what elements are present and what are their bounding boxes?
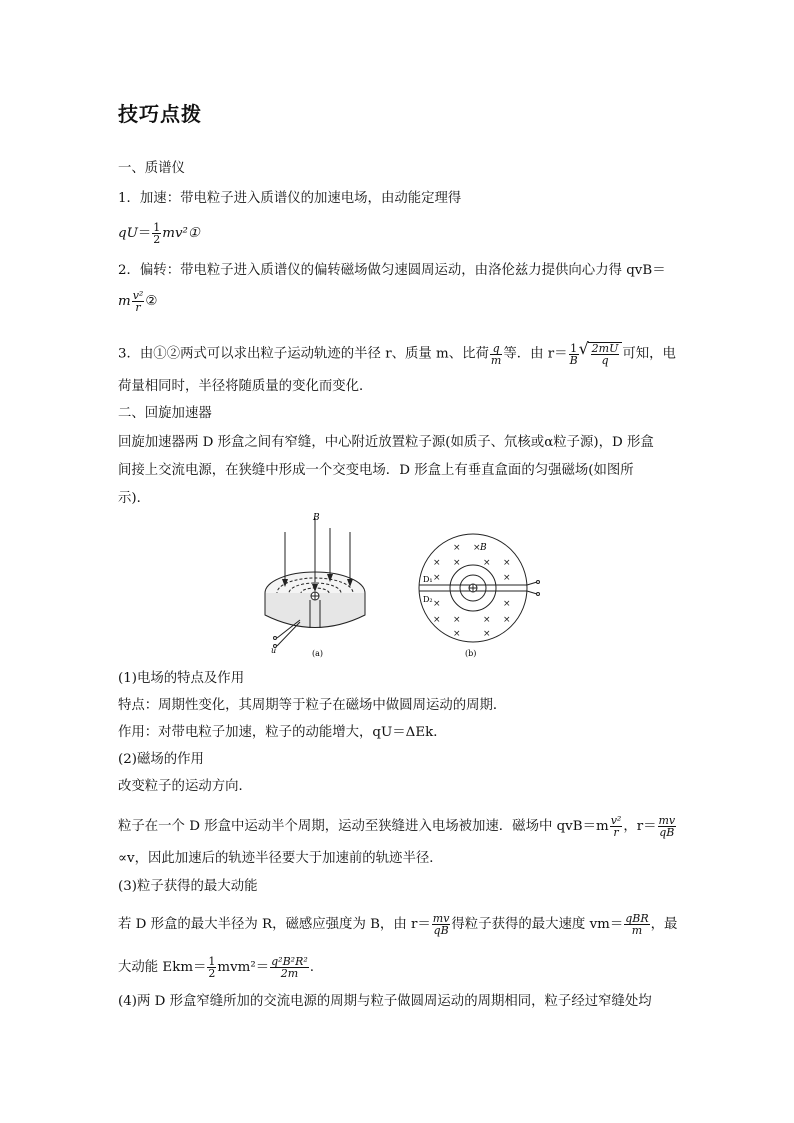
ratio-fraction: $\frac{q}{m}$ <box>490 341 502 367</box>
svg-text:×: × <box>453 543 461 553</box>
figure-b-caption: (b) <box>465 649 477 658</box>
voltage-u-label: u <box>271 646 277 655</box>
cyclotron-figure <box>255 510 545 665</box>
field-B-label-a: B <box>313 513 320 523</box>
equation-2 <box>118 290 157 313</box>
cyclotron-diagram <box>255 510 545 665</box>
magnetic-field-text: 改变粒子的运动方向． <box>118 779 252 794</box>
eq1-left: qU <box>118 226 138 241</box>
eq1-right: mv²① <box>162 226 200 241</box>
svg-text:×: × <box>503 599 511 609</box>
svg-text:×: × <box>483 629 491 639</box>
sqrt-expression: √ $\frac{2mU}{q}$ <box>588 342 623 366</box>
svg-text:×: × <box>453 629 461 639</box>
electric-field-feature: 特点：周期性变化，其周期等于粒子在磁场中做圆周运动的周期． <box>118 698 507 713</box>
figure-a-caption: (a) <box>312 649 324 658</box>
svg-text:×: × <box>453 615 461 625</box>
svg-text:×: × <box>483 558 491 568</box>
D2-label: D₂ <box>423 595 433 604</box>
paragraph-radius: 3．由①②两式可以求出粒子运动轨迹的半径 r、质量 m、比荷 $\frac{q}{m}$ 等．由 r＝ $\frac{1}{B}$ √ $\frac{2mU}{q}$ 可知，电 <box>118 342 676 366</box>
heading-electric-field: (1)电场的特点及作用 <box>118 671 245 686</box>
section-heading-mass-spectrometer: 一、质谱仪 <box>118 161 185 176</box>
magnetic-field-detail-2: ∝v，因此加速后的轨迹半径要大于加速前的轨迹半径． <box>118 851 443 866</box>
svg-text:×: × <box>433 599 441 609</box>
svg-text:×: × <box>453 558 461 568</box>
paragraph-cyclotron-2: 间接上交流电源，在狭缝中形成一个交变电场．D 形盒上有垂直盒面的匀强磁场(如图所 <box>118 463 634 478</box>
paragraph-deflection: 2．偏转：带电粒子进入质谱仪的偏转磁场做匀速圆周运动，由洛伦兹力提供向心力得 qvB＝ <box>118 263 666 278</box>
max-energy-line-1: 若 D 形盒的最大半径为 R，磁感应强度为 B，由 r＝ $\frac{mv}{qB}$ 得粒子获得的最大速度 vm＝ $\frac{\text{qBR}}{m}$ ，最 <box>118 912 678 937</box>
heading-max-kinetic-energy: (3)粒子获得的最大动能 <box>118 879 258 894</box>
svg-text:×: × <box>433 615 441 625</box>
section-heading-cyclotron: 二、回旋加速器 <box>118 406 212 421</box>
paragraph-cyclotron-1: 回旋加速器两 D 形盒之间有窄缝，中心附近放置粒子源(如质子、氘核或α粒子源)，D 形盒 <box>118 435 654 450</box>
ac-period-text: (4)两 D 形盒窄缝所加的交流电源的周期与粒子做圆周运动的周期相同，粒子经过窄缝处均 <box>118 994 652 1009</box>
paragraph-acceleration: 1．加速：带电粒子进入质谱仪的加速电场，由动能定理得 <box>118 191 462 206</box>
eq2-m: m <box>118 294 131 309</box>
svg-text:×: × <box>433 558 441 568</box>
one-over-b: $\frac{1}{B}$ <box>569 341 578 367</box>
D1-label: D₁ <box>423 575 433 584</box>
paragraph-cyclotron-3: 示)． <box>118 491 151 506</box>
electric-field-effect: 作用：对带电粒子加速，粒子的动能增大，qU＝ΔEk． <box>118 725 447 740</box>
eq2-fraction: $\frac{\text{v²}}{r}$ <box>132 289 144 314</box>
magnetic-field-detail-1: 粒子在一个 D 形盒中运动半个周期，运动至狭缝进入电场被加速．磁场中 qvB＝m $\frac{\text{v²}}{r}$ ，r＝ $\frac{mv}{qB}$ <box>118 814 676 839</box>
svg-text:×: × <box>503 558 511 568</box>
paragraph-radius-conclusion: 荷量相同时，半径将随质量的变化而变化． <box>118 379 373 394</box>
svg-text:×: × <box>433 573 441 583</box>
eq1-equals: ＝ <box>137 226 152 241</box>
max-energy-line-2: 大动能 Ekm＝ $\frac{1}{2}$ mvm²＝ $\frac{\text{q²B²R²}}{2m}$ . <box>118 955 315 980</box>
svg-text:×: × <box>503 615 511 625</box>
page-title: 技巧点拨 <box>118 102 202 126</box>
svg-text:×: × <box>503 573 511 583</box>
svg-text:×: × <box>483 615 491 625</box>
field-B-label-b: B <box>480 543 487 553</box>
eq2-tail: ② <box>145 294 158 309</box>
equation-1 <box>118 222 200 245</box>
eq1-fraction: $\frac{1}{2}$ <box>153 221 161 246</box>
svg-text:×: × <box>473 543 481 553</box>
heading-magnetic-field: (2)磁场的作用 <box>118 752 204 767</box>
